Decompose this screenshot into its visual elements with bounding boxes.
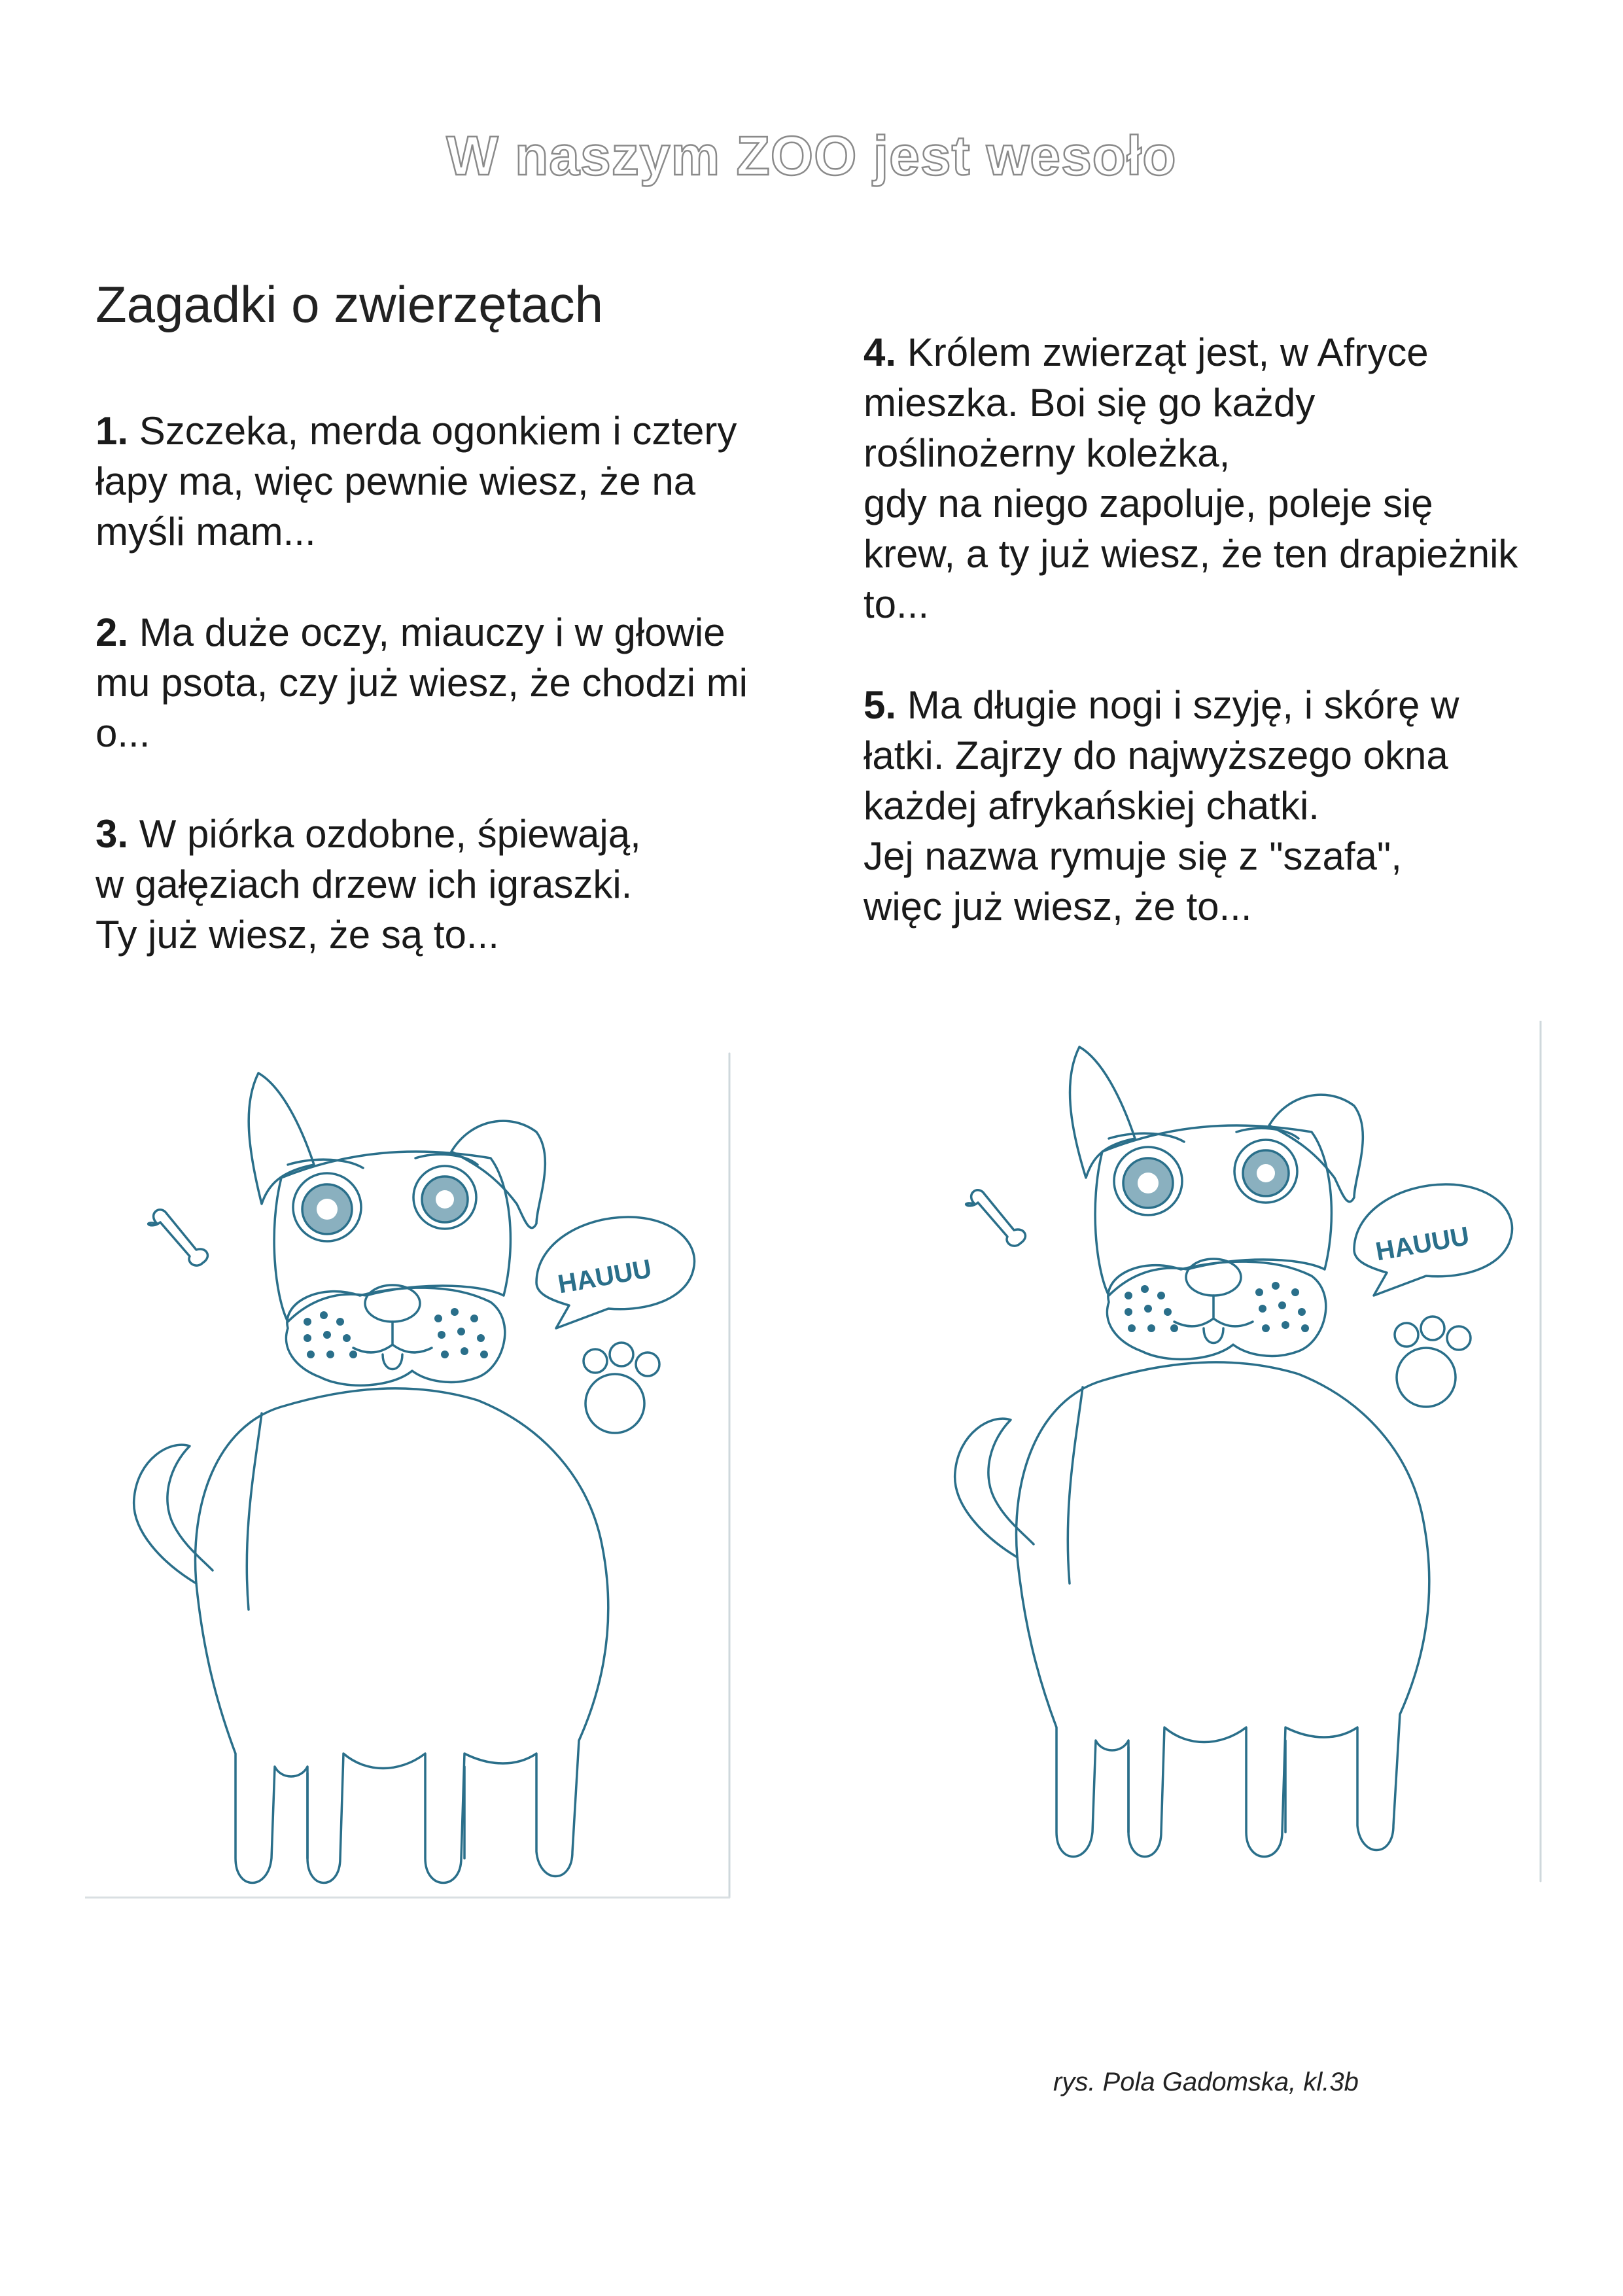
riddle-1 xyxy=(96,406,828,557)
riddle-text: Królem zwierząt jest, w Afryce xyxy=(907,330,1429,374)
riddle-3 xyxy=(96,809,828,960)
dog-ear-left xyxy=(1070,1047,1135,1178)
riddle-line xyxy=(96,607,828,658)
dog-tongue xyxy=(1204,1328,1223,1343)
riddle-line xyxy=(96,809,828,859)
dog-whisker-dots-left xyxy=(304,1311,357,1358)
riddle-5 xyxy=(864,680,1557,932)
riddle-text: W piórka ozdobne, śpiewają, xyxy=(139,812,641,856)
dog-drawing-right xyxy=(929,1021,1550,1891)
riddles-left-column xyxy=(96,406,828,1010)
riddle-line xyxy=(864,680,1557,730)
riddles-right-column xyxy=(864,327,1557,982)
riddle-text: Ma duże oczy, miauczy i w głowie xyxy=(139,610,725,654)
riddle-number: 2. xyxy=(96,610,129,654)
dog-body-outline xyxy=(1017,1362,1429,1857)
riddle-number: 4. xyxy=(864,330,897,374)
speech-bubble-text: HAUUU xyxy=(555,1254,654,1299)
riddle-number: 1. xyxy=(96,409,129,453)
riddle-line: roślinożerny koleżka, xyxy=(864,431,1230,475)
dog-eye-shine-left xyxy=(1138,1173,1159,1193)
dog-body-outline xyxy=(196,1388,608,1883)
riddle-line: gdy na niego zapoluje, poleje się xyxy=(864,482,1433,525)
riddle-line: łatki. Zajrzy do najwyższego okna xyxy=(864,733,1448,777)
riddle-line: Jej nazwa rymuje się z "szafa", xyxy=(864,834,1402,878)
dog-body xyxy=(134,1388,608,1883)
dog-mouth xyxy=(1174,1296,1253,1326)
speech-bubble xyxy=(536,1217,695,1328)
riddle-line: łapy ma, więc pewnie wiesz, że na xyxy=(96,459,696,503)
dog-eye-shine-right xyxy=(436,1190,454,1209)
bone-icon xyxy=(148,1210,208,1265)
riddle-line: więc już wiesz, że to... xyxy=(864,885,1252,928)
dog-body-inner-line xyxy=(1068,1387,1083,1583)
riddle-line: myśli mam... xyxy=(96,510,316,554)
riddle-2 xyxy=(96,607,828,758)
dog-body-inner-line xyxy=(247,1413,262,1610)
riddle-number: 3. xyxy=(96,812,129,856)
speech-bubble xyxy=(1354,1184,1512,1296)
dog-muzzle xyxy=(1107,1262,1325,1359)
dog-whisker-dots-right xyxy=(434,1308,488,1358)
riddle-line: mieszka. Boi się go każdy xyxy=(864,381,1316,425)
riddle-4 xyxy=(864,327,1557,629)
dog-muzzle xyxy=(286,1288,504,1385)
dog-ear-left xyxy=(249,1073,314,1204)
riddle-line: w gałęziach drzew ich igraszki. xyxy=(96,862,633,906)
riddle-line xyxy=(96,406,828,456)
dog-tail xyxy=(955,1419,1034,1557)
dog-head xyxy=(1070,1047,1363,1359)
illustration-credit: rys. Pola Gadomska, kl.3b xyxy=(1053,2068,1359,2096)
riddle-line: krew, a ty już wiesz, że ten drapieżnik xyxy=(864,532,1518,576)
riddle-number: 5. xyxy=(864,683,897,727)
dog-body xyxy=(955,1362,1429,1857)
riddle-text: Szczeka, merda ogonkiem i cztery xyxy=(139,409,737,453)
paw-print-icon xyxy=(584,1343,659,1433)
riddle-line: to... xyxy=(864,582,930,626)
riddle-line: o... xyxy=(96,711,150,755)
riddle-line: mu psota, czy już wiesz, że chodzi mi xyxy=(96,661,748,705)
dog-mouth xyxy=(353,1322,432,1352)
dog-tongue xyxy=(383,1354,402,1369)
dog-head xyxy=(249,1073,545,1385)
page-title: W naszym ZOO jest wesoło xyxy=(446,125,1177,186)
paw-print-icon xyxy=(1395,1316,1471,1407)
speech-bubble-text: HAUUU xyxy=(1373,1222,1472,1267)
riddle-line: Ty już wiesz, że są to... xyxy=(96,913,499,957)
riddle-line: każdej afrykańskiej chatki. xyxy=(864,784,1319,828)
dog-whisker-dots-left xyxy=(1125,1285,1178,1332)
dog-drawing-left xyxy=(85,1047,739,1911)
riddle-text: Ma długie nogi i szyję, i skórę w xyxy=(907,683,1459,727)
dog-whisker-dots-right xyxy=(1255,1282,1309,1332)
riddle-line xyxy=(864,327,1557,378)
dog-eye-shine-left xyxy=(317,1199,338,1220)
dog-tail xyxy=(134,1445,213,1583)
bone-icon xyxy=(966,1190,1026,1246)
section-title: Zagadki o zwierzętach xyxy=(96,275,604,333)
dog-eye-shine-right xyxy=(1257,1164,1275,1182)
